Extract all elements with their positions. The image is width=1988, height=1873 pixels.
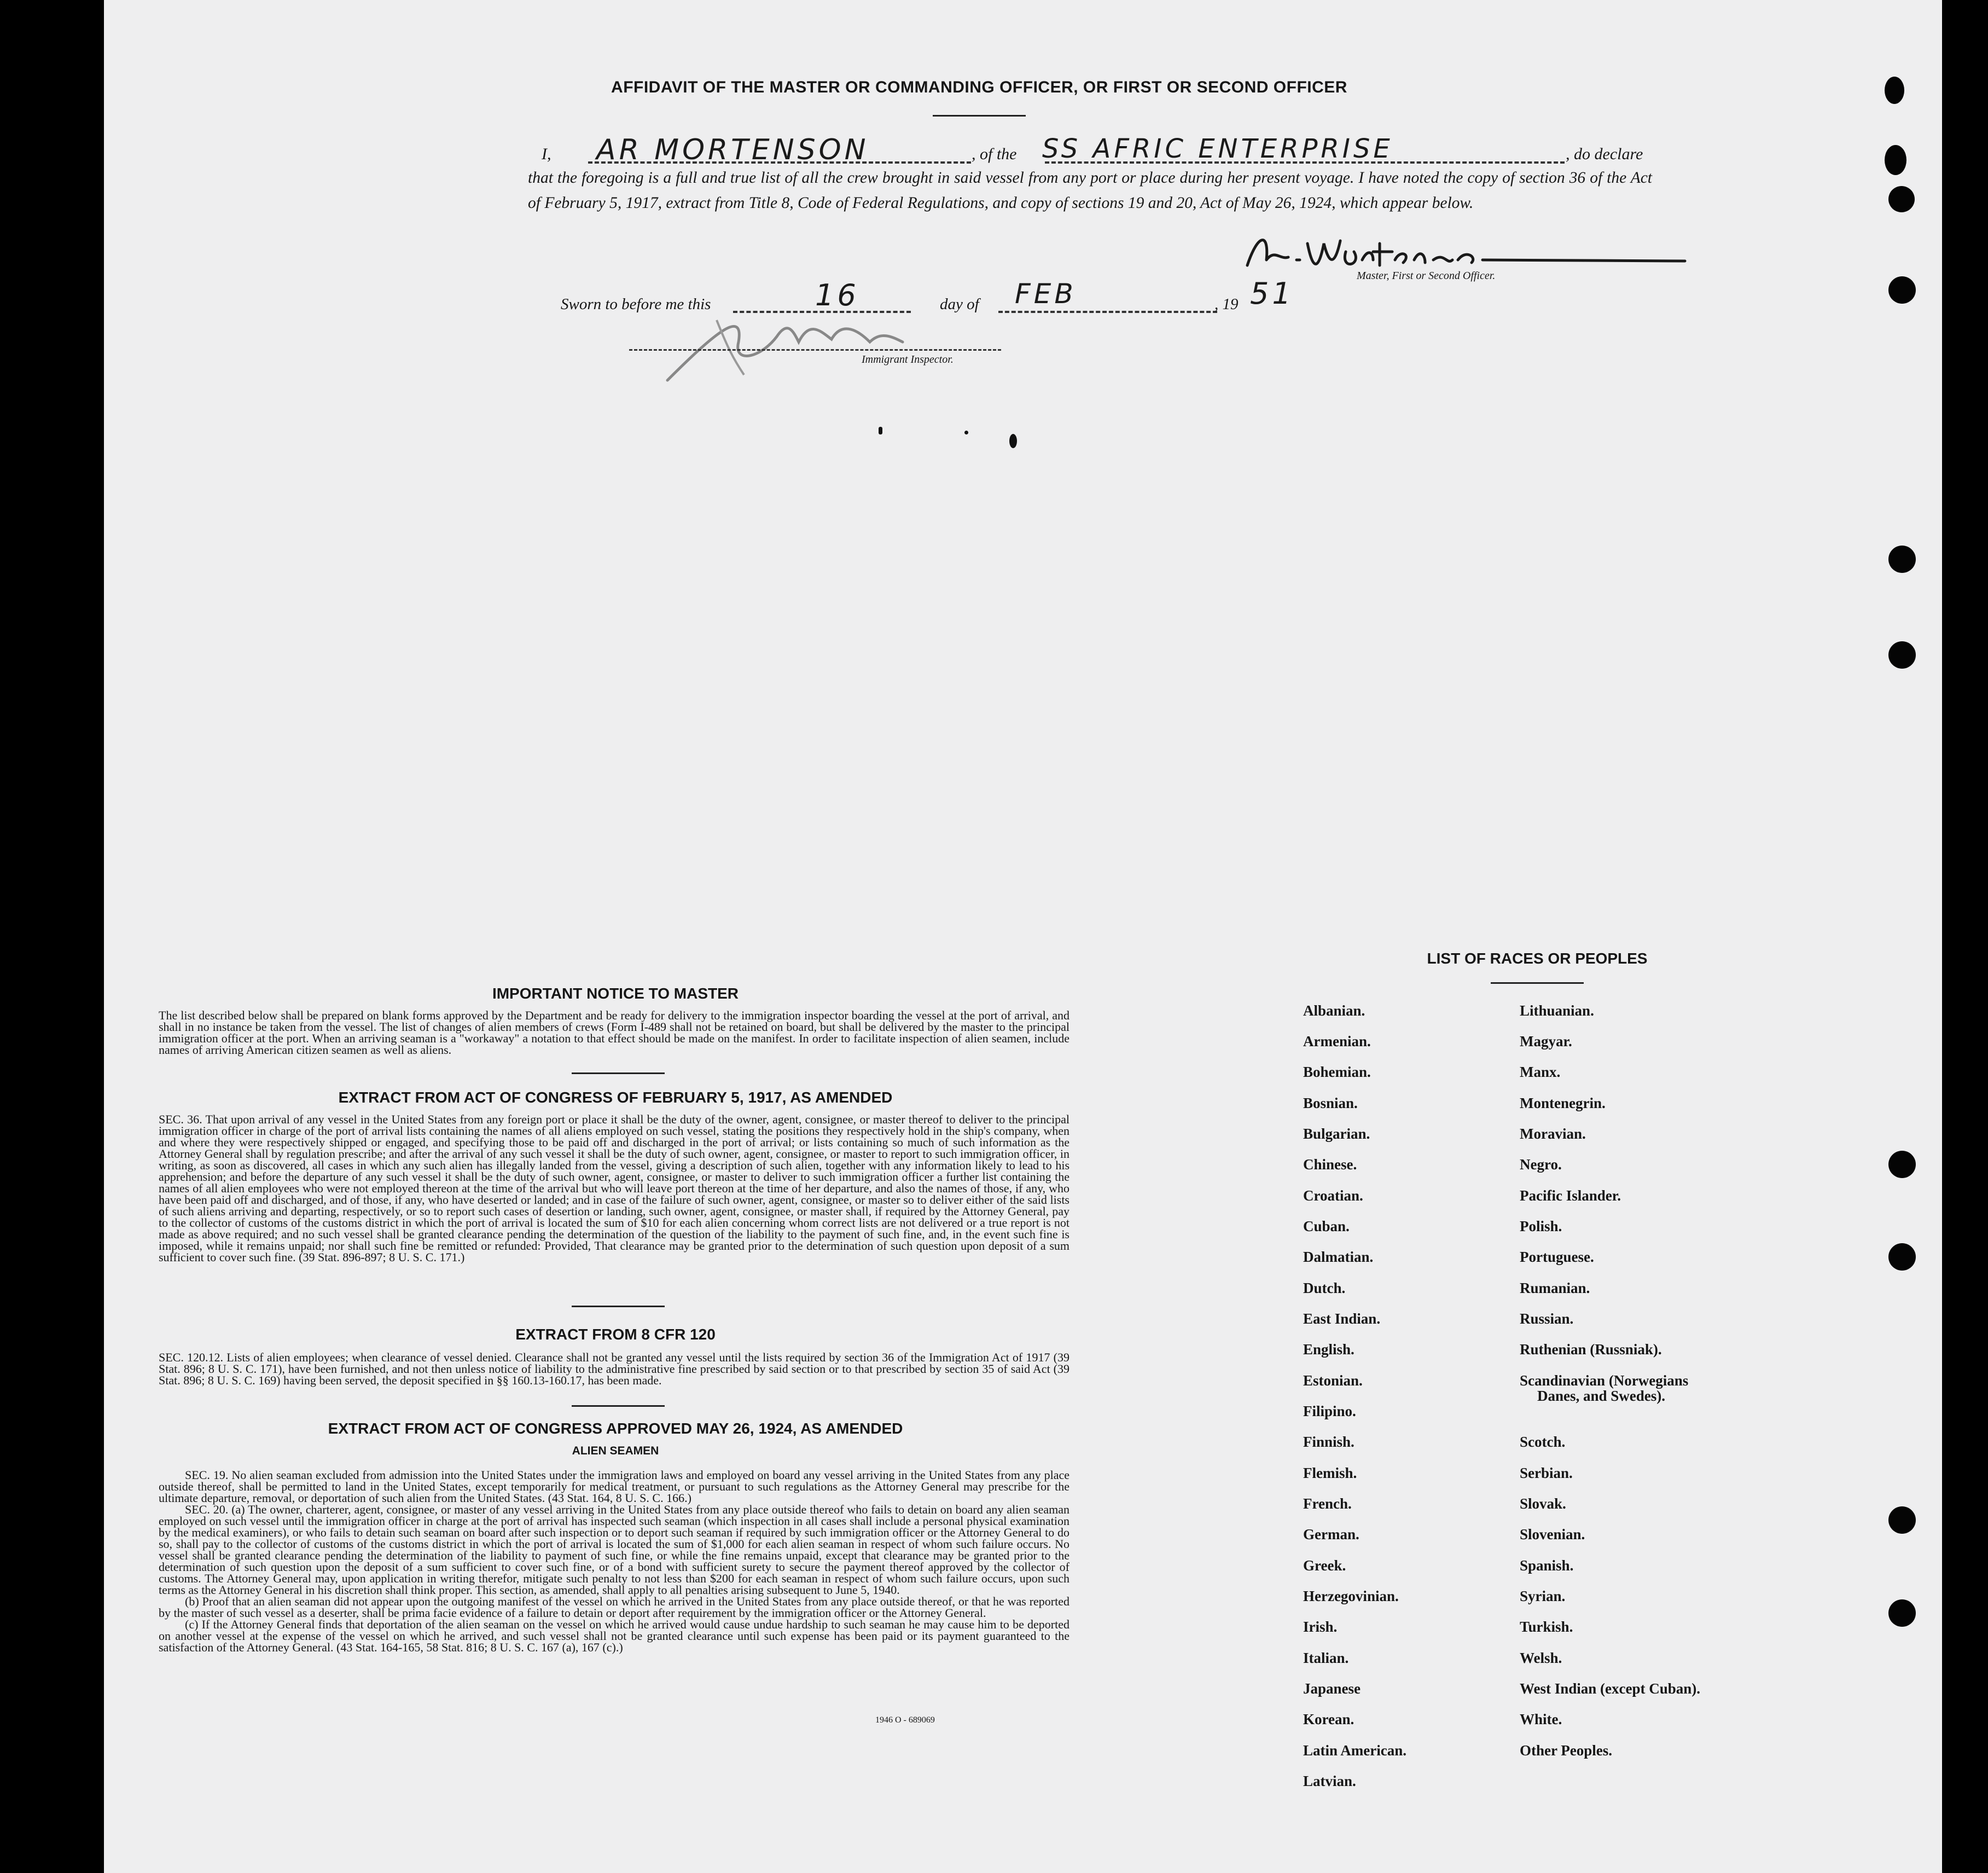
- punch-hole: [1888, 1243, 1916, 1271]
- speck: [879, 427, 882, 434]
- declaration-text: that the foregoing is a full and true list of all the crew brought in said vessel from any port or place during her present voyage. I have noted the copy of section 36 of the Act of February 5, 1917, extract from Title 8, Code of Federal Regulations, and copy of sections 19 and 20, Act of May 26, 1924, which appear below.: [528, 169, 1652, 212]
- inspector-caption: Immigrant Inspector.: [862, 353, 954, 366]
- race-item: Irish.: [1303, 1619, 1338, 1635]
- race-item: Greek.: [1303, 1557, 1346, 1574]
- race-item: Bohemian.: [1303, 1064, 1371, 1080]
- race-item: Lithuanian.: [1520, 1002, 1594, 1019]
- race-item: Dutch.: [1303, 1280, 1346, 1296]
- race-item: Japanese: [1303, 1680, 1361, 1697]
- punch-hole: [1888, 546, 1916, 573]
- notice-body: The list described below shall be prepared on blank forms approved by the Department and be ready for delivery to the immigration inspector boarding the vessel at the port of arrival, and shall in no instance be taken from the vessel. The list of changes of alien members of crews (Form I-489 shall not be retained on board, but shall be delivered by the master to the principal immigration officer at the port. When an arriving seaman is a "workaway" a notation to that effect should be made on the manifest. In order to facilitate inspection of alien seamen, include names of arriving American citizen seamen as well as aliens.: [159, 1008, 1069, 1057]
- speck: [1009, 434, 1017, 448]
- signature-caption: Master, First or Second Officer.: [1357, 270, 1496, 282]
- day-of-label: day of: [940, 295, 979, 313]
- race-item: East Indian.: [1303, 1310, 1381, 1327]
- print-code: 1946 O - 689069: [875, 1715, 935, 1725]
- race-item: Latin American.: [1303, 1742, 1406, 1759]
- punch-hole: [1888, 1599, 1916, 1627]
- race-item: Finnish.: [1303, 1434, 1355, 1450]
- race-item: Italian.: [1303, 1650, 1349, 1666]
- race-item: Korean.: [1303, 1711, 1355, 1727]
- title-rule: [933, 115, 1026, 117]
- race-item: White.: [1520, 1711, 1562, 1727]
- speck: [964, 431, 968, 434]
- race-item: Danes, and Swedes).: [1537, 1388, 1666, 1404]
- sworn-label: Sworn to before me this: [561, 295, 711, 313]
- race-item: Negro.: [1520, 1156, 1562, 1173]
- punch-hole: [1885, 77, 1904, 104]
- race-item: Scotch.: [1520, 1434, 1566, 1450]
- race-item: Armenian.: [1303, 1033, 1371, 1049]
- notice-title: IMPORTANT NOTICE TO MASTER: [492, 985, 739, 1002]
- race-item: Croatian.: [1303, 1187, 1363, 1204]
- race-item: Polish.: [1520, 1218, 1562, 1234]
- race-item: Cuban.: [1303, 1218, 1350, 1234]
- affidavit-i-label: I,: [542, 145, 551, 163]
- race-item: Turkish.: [1520, 1619, 1573, 1635]
- race-item: Rumanian.: [1520, 1280, 1590, 1296]
- master-signature: [1253, 225, 1537, 260]
- race-item: Albanian.: [1303, 1002, 1365, 1019]
- extract-1924-p2: SEC. 20. (a) The owner, charterer, agent, consignee, or master of any vessel arriving in the United States from any place outside thereof who fails to detain on board any alien seaman employed on such vessel until the immigration officer in charge at the port of arrival has inspected such seaman (which inspection in all cases shall include a personal physical examination by the medical examiners), or who fails to detain such seaman on board after such inspection or to deport such seaman if required by such immigration officer or the Attorney General to do so, shall pay to the collector of customs of the customs district in which the port of arrival is located the sum of $1,000 for each alien seaman in respect of whom such failure occurs. No vessel shall be granted clearance pending the determination of the liability to payment of such fine, or while the fine remains unpaid, except that clearance may be granted prior to the determination of such question upon the deposit of a sum sufficient to cover such fine, or of a bond with sufficient surety to secure the payment thereof approved by the collector of customs. The Attorney General may, upon application in writing therefor, mitigate such penalty to not less than $200 for each seaman in respect of whom such failure occurs, upon such terms as the Attorney General in his discretion shall think proper. This section, as amended, shall apply to all penalties arising subsequent to June 5, 1940.: [159, 1503, 1069, 1597]
- punch-hole: [1885, 145, 1906, 175]
- extract-1917-body: SEC. 36. That upon arrival of any vessel in the United States from any foreign port or place it shall be the duty of the owner, agent, consignee, or master thereof to deliver to the principal immigration officer in charge of the port of arrival lists containing the names of all aliens employed on such vessel, stating the positions they respectively hold in the ship's company, when and where they were respectively shipped or engaged, and specifying those to be paid off and discharged in the port of arrival; or lists containing so much of such information as the Attorney General shall by regulation prescribe; and after the arrival of any such vessel it shall be the duty of such owner, agent, consignee, or master to report to such immigration officer, in writing, as soon as discovered, all cases in which any such alien has illegally landed from the vessel, giving a description of such alien, together with any information likely to lead to his apprehension; and before the departure of any such vessel it shall be the duty of such owner, agent, consignee, or master to deliver to such immigration officer a further list containing the names of all alien employees who were not employed thereon at the time of the arrival but who will leave port thereon at the time of her departure, and also the names of those, if any, who have been paid off and discharged, and of those, if any, who have deserted or landed; and in case of the failure of such owner, agent, consignee, or master so to deliver either of the said lists of such aliens arriving and departing, respectively, or so to report such cases of desertion or landing, such owner, agent, consignee, or master shall, if required by the Attorney General, pay to the collector of customs of the customs district in which the port of arrival is located the sum of $10 for each alien concerning whom correct lists are not delivered or a true report is not made as above required; and no such vessel shall be granted clearance pending the determination of the question of the liability to the payment of such fine, and, in the event such fine is imposed, while it remains unpaid; nor shall such fine be remitted or refunded: Provided, That clearance may be granted prior to the determination of such question upon deposit of a sum sufficient to cover such fine. (39 Stat. 896-897; 8 U. S. C. 171.): [159, 1112, 1069, 1264]
- day-handwritten: 16: [815, 278, 859, 312]
- race-item: Flemish.: [1303, 1465, 1357, 1481]
- year-handwritten: 51: [1250, 276, 1294, 311]
- races-title: LIST OF RACES OR PEOPLES: [1427, 950, 1648, 967]
- document-page: [104, 0, 1942, 1873]
- race-item: Russian.: [1520, 1310, 1574, 1327]
- notice-rule: [572, 1072, 665, 1074]
- punch-hole: [1888, 1506, 1916, 1534]
- extract-1924-p1: SEC. 19. No alien seaman excluded from admission into the United States under the immigration laws and employed on board any vessel arriving in the United States from any place outside thereof, shall be permitted to land in the United States, except temporarily for medical treatment, or pursuant to such regulations as the Attorney General may prescribe for the ultimate departure, removal, or deportation of such alien from the United States. (43 Stat. 164, 8 U. S. C. 166.): [159, 1468, 1069, 1505]
- vessel-name-handwritten: SS AFRIC ENTERPRISE: [1042, 134, 1393, 164]
- races-rule: [1491, 982, 1584, 984]
- race-item: Other Peoples.: [1520, 1742, 1612, 1759]
- master-name-handwritten: AR MORTENSON: [596, 134, 869, 166]
- race-item: Montenegrin.: [1520, 1095, 1606, 1111]
- punch-hole: [1888, 641, 1916, 669]
- race-item: Bosnian.: [1303, 1095, 1358, 1111]
- punch-hole: [1888, 276, 1916, 304]
- extract-1924-p4: (c) If the Attorney General finds that deportation of the alien seaman on the vessel on which he arrived would cause undue hardship to such seaman he may cause him to be deported on another vessel at the expense of the vessel on which he arrived, and such vessel shall not be granted clearance until such expense has been paid or its payment guaranteed to the satisfaction of the Attorney General. (43 Stat. 164-165, 58 Stat. 816; 8 U. S. C. 167 (a), 167 (c).): [159, 1617, 1069, 1654]
- race-item: Latvian.: [1303, 1773, 1356, 1789]
- extract-1924-p3: (b) Proof that an alien seaman did not appear upon the outgoing manifest of the vessel on which he arrived in the United States from any place outside thereof, or that he was reported by the master of such vessel as a deserter, shall be prima facie evidence of a failure to detain or deport after requirement by the immigration officer or the Attorney General.: [159, 1594, 1069, 1620]
- race-item: West Indian (except Cuban).: [1520, 1680, 1701, 1697]
- race-item: Estonian.: [1303, 1372, 1363, 1389]
- race-item: Bulgarian.: [1303, 1126, 1370, 1142]
- race-item: Portuguese.: [1520, 1249, 1594, 1265]
- race-item: Manx.: [1520, 1064, 1561, 1080]
- race-item: Filipino.: [1303, 1403, 1356, 1419]
- race-item: Moravian.: [1520, 1126, 1586, 1142]
- extract-8cfr-rule: [572, 1405, 665, 1407]
- race-item: Welsh.: [1520, 1650, 1562, 1666]
- race-item: Herzegovinian.: [1303, 1588, 1399, 1604]
- do-declare-label: , do declare: [1566, 145, 1643, 163]
- race-item: Chinese.: [1303, 1156, 1357, 1173]
- extract-8cfr-body: SEC. 120.12. Lists of alien employees; when clearance of vessel denied. Clearance shall not be granted any vessel until the lists required by section 36 of the Immigration Act of 1917 (39 Stat. 896; 8 U. S. C. 171), have been furnished, and not then unless notice of liability to the administrative fine prescribed by said section or to that prescribed by section 35 of said Act (39 Stat. 896; 8 U. S. C. 169) having been served, the deposit specified in §§ 160.13-160.17, has been made.: [159, 1350, 1069, 1387]
- race-item: French.: [1303, 1495, 1352, 1512]
- race-item: Pacific Islander.: [1520, 1187, 1621, 1204]
- punch-hole: [1888, 186, 1915, 212]
- affidavit-title: AFFIDAVIT OF THE MASTER OR COMMANDING OFFICER, OR FIRST OR SECOND OFFICER: [611, 78, 1347, 96]
- extract-1924-subtitle: ALIEN SEAMEN: [572, 1445, 659, 1457]
- race-item: Syrian.: [1520, 1588, 1566, 1604]
- extract-1917-rule: [572, 1306, 665, 1307]
- inspector-line: [629, 334, 1001, 351]
- race-item: Slovak.: [1520, 1495, 1566, 1512]
- month-handwritten: FEB: [1015, 278, 1077, 310]
- race-item: Magyar.: [1520, 1033, 1572, 1049]
- extract-1924-body: [159, 1469, 1069, 1653]
- race-item: Ruthenian (Russniak).: [1520, 1341, 1662, 1358]
- race-item: English.: [1303, 1341, 1355, 1358]
- year-prefix-label: , 19: [1214, 295, 1239, 313]
- of-the-label: , of the: [972, 145, 1017, 163]
- race-item: German.: [1303, 1526, 1359, 1543]
- punch-hole: [1888, 1151, 1916, 1178]
- race-item: Dalmatian.: [1303, 1249, 1374, 1265]
- race-item: Slovenian.: [1520, 1526, 1585, 1543]
- extract-1924-title: EXTRACT FROM ACT OF CONGRESS APPROVED MAY 26, 1924, AS AMENDED: [328, 1420, 903, 1437]
- race-item: Serbian.: [1520, 1465, 1573, 1481]
- extract-8cfr-title: EXTRACT FROM 8 CFR 120: [515, 1326, 716, 1343]
- extract-1917-title: EXTRACT FROM ACT OF CONGRESS OF FEBRUARY 5, 1917, AS AMENDED: [338, 1089, 893, 1106]
- race-item: Spanish.: [1520, 1557, 1574, 1574]
- race-item: Scandinavian (Norwegians: [1520, 1372, 1689, 1389]
